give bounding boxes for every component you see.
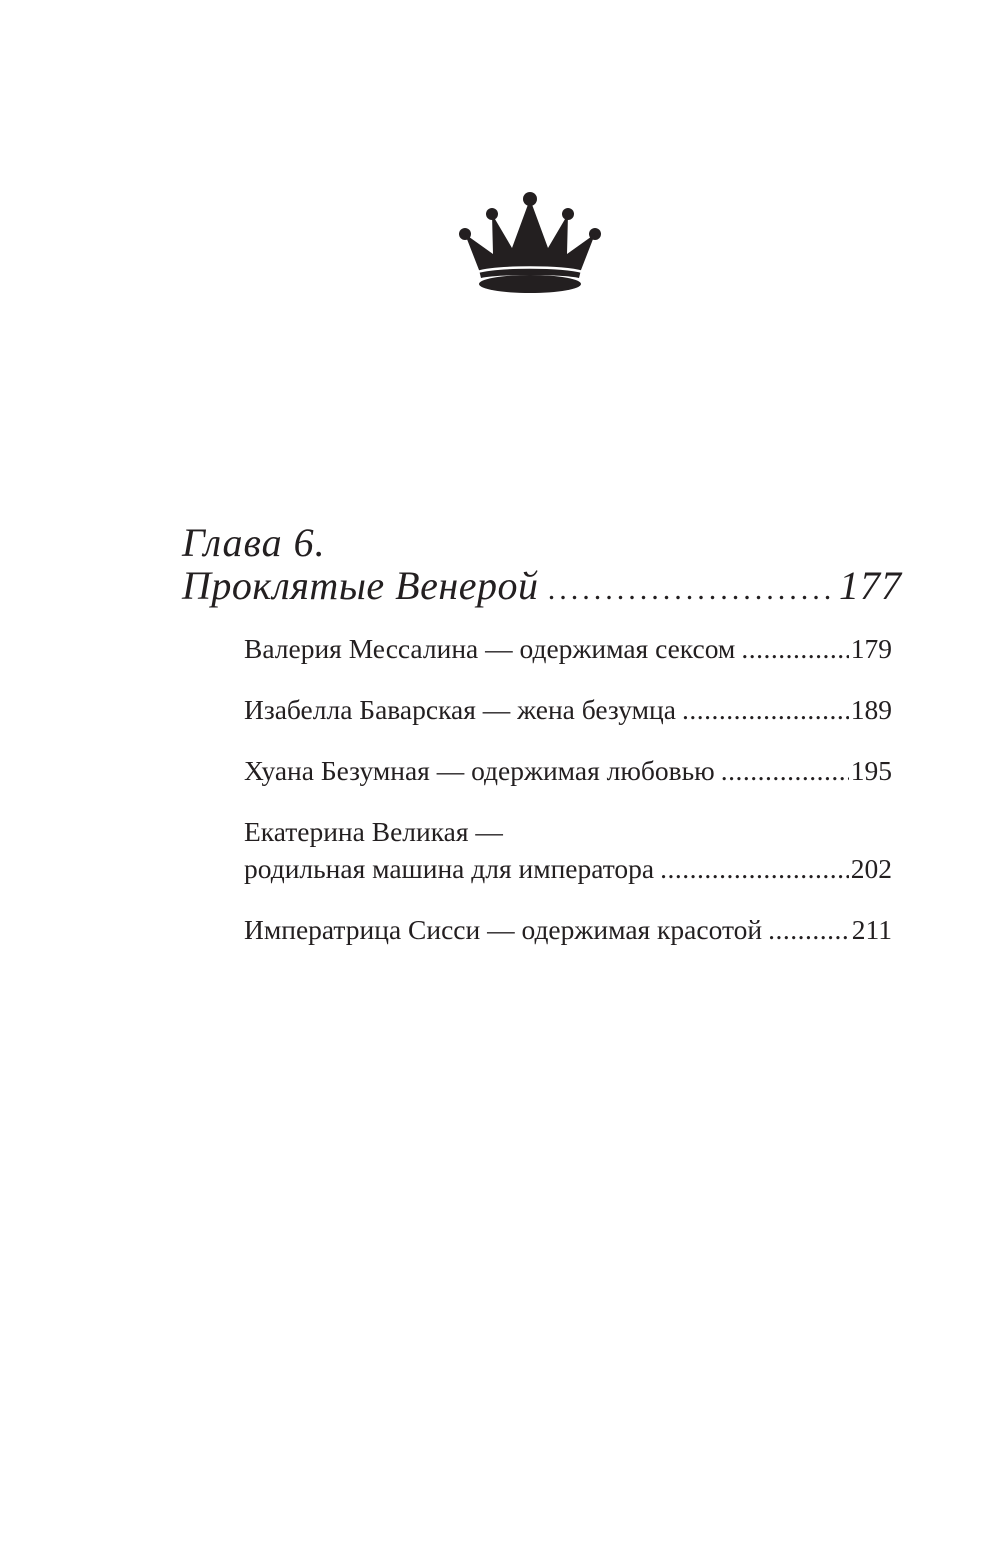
toc-entry-title: Изабелла Баварская — жена безумца [244,694,676,725]
dot-leader [721,752,849,789]
toc-entry-title-line1: Екатерина Великая — [244,816,503,847]
toc-entry-page: 179 [850,633,892,664]
toc-entry-title: Хуана Безумная — одержимая любовью [244,755,715,786]
toc-entry-title: родильная машина для императора [244,853,655,884]
toc-entry [244,752,892,789]
toc-entry-page: 195 [850,755,892,786]
toc-entries [244,630,892,972]
toc-entry-title: Валерия Мессалина — одержимая сексом [244,633,736,664]
crown-icon [455,188,605,298]
chapter-title: Проклятые Венерой [182,563,539,608]
chapter-label: Глава 6. [182,520,326,565]
toc-entry [244,813,892,887]
toc-entry [244,691,892,728]
dot-leader [768,911,850,948]
toc-entry-page: 211 [851,914,892,945]
toc-entry-page: 189 [850,694,892,725]
dot-leader [682,691,849,728]
dot-leader [741,630,848,667]
toc-entry [244,630,892,667]
chapter-toc-row [182,564,902,612]
toc-entry-title: Императрица Сисси — одержимая красотой [244,914,763,945]
toc-entry [244,911,892,948]
dot-leader [660,850,849,887]
chapter-heading [182,522,902,612]
chapter-page-number: 177 [839,563,902,608]
dot-leader [548,568,833,612]
toc-entry-page: 202 [850,853,892,884]
